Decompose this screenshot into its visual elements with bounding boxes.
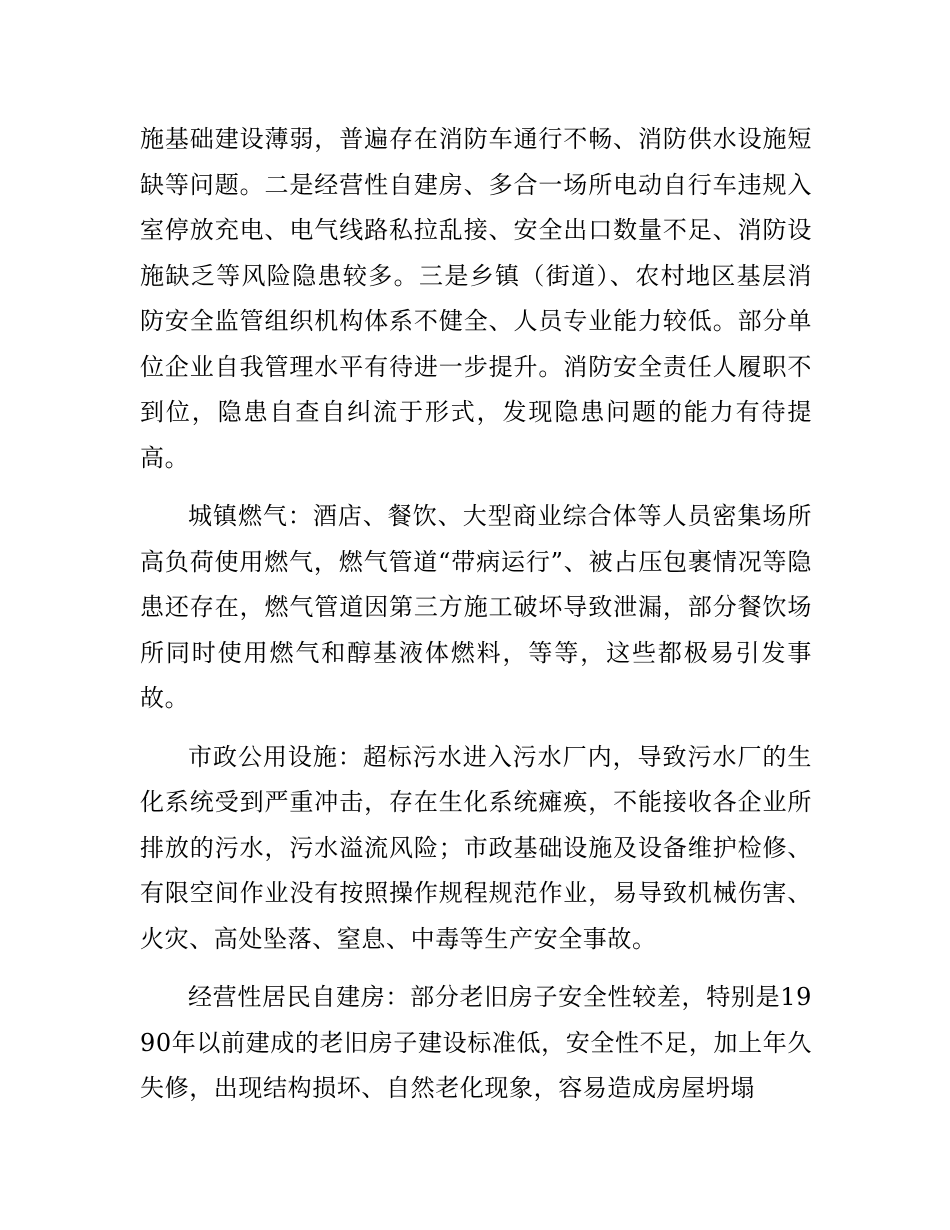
paragraph-self-built-housing: 经营性居民自建房：部分老旧房子安全性较差，特别是1990年以前建成的老旧房子建设标准低，安全性不足，加上年久失修，出现结构损坏、自然老化现象，容易造成房屋坍塌 <box>140 983 812 1102</box>
document-body <box>140 117 812 1125</box>
paragraph-fire-safety-continued: 施基础建设薄弱，普遍存在消防车通行不畅、消防供水设施短缺等问题。二是经营性自建房、多合一场所电动自行车违规入室停放充电、电气线路私拉乱接、安全出口数量不足、消防设施缺乏等风险隐患较多。三是乡镇（街道）、农村地区基层消防安全监管组织机构体系不健全、人员专业能力较低。部分单位企业自我管理水平有待进一步提升。消防安全责任人履职不到位，隐患自查自纠流于形式，发现隐患问题的能力有待提高。 <box>140 125 812 472</box>
paragraph-municipal-utilities: 市政公用设施：超标污水进入污水厂内，导致污水厂的生化系统受到严重冲击，存在生化系统瘫痪，不能接收各企业所排放的污水，污水溢流风险；市政基础设施及设备维护检修、有限空间作业没有按照操作规程规范作业，易导致机械伤害、火灾、高处坠落、窒息、中毒等生产安全事故。 <box>140 742 812 953</box>
paragraph-urban-gas: 城镇燃气：酒店、餐饮、大型商业综合体等人员密集场所高负荷使用燃气，燃气管道“带病运行”、被占压包裹情况等隐患还存在，燃气管道因第三方施工破坏导致泄漏，部分餐饮场所同时使用燃气和醇基液体燃料，等等，这些都极易引发事故。 <box>140 502 812 712</box>
